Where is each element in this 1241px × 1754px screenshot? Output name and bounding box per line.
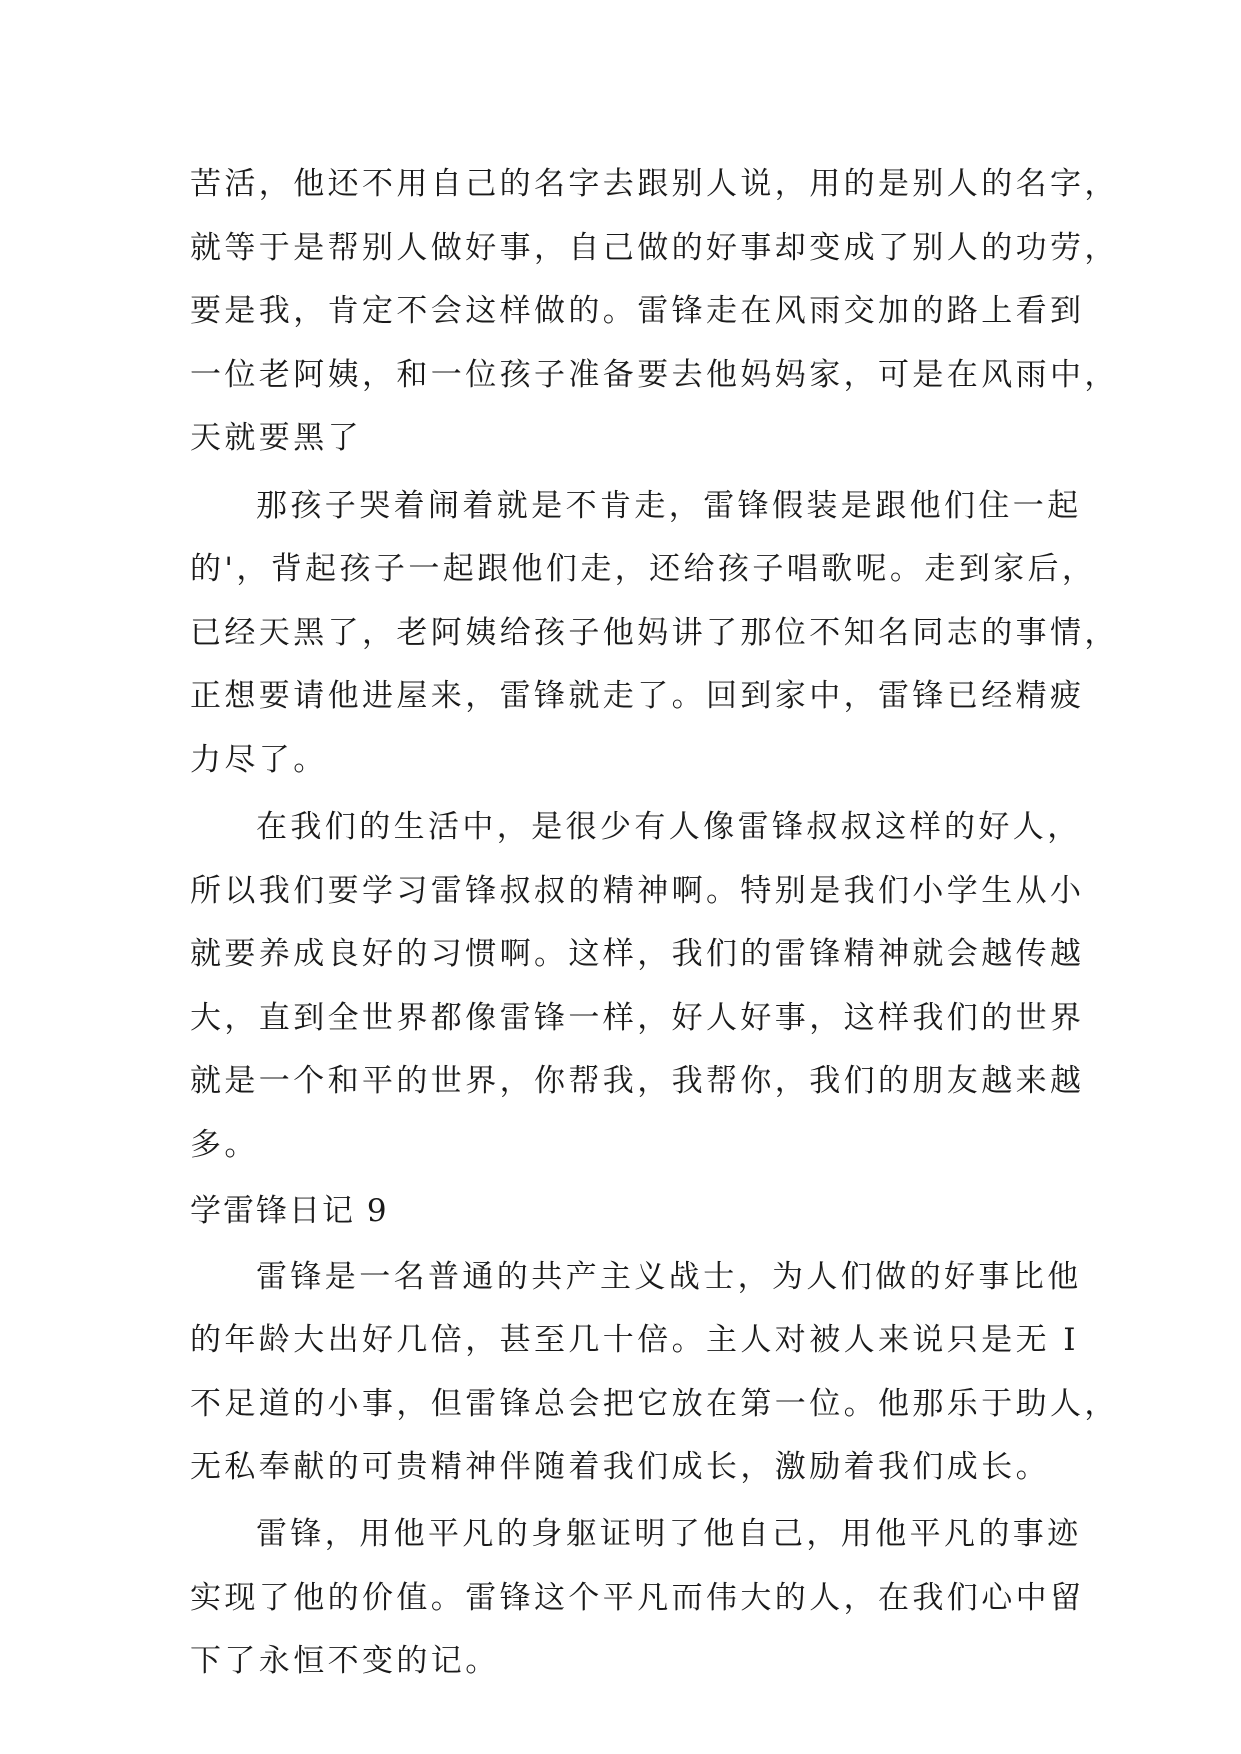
paragraph-first-line: 在我们的生活中，是很少有人像雷锋叔叔这样的好人， <box>256 809 1082 845</box>
text-line: 一位老阿姨，和一位孩子准备要去他妈妈家，可是在风雨中， <box>190 357 1119 393</box>
text-line: 要是我，肯定不会这样做的。雷锋走在风雨交加的路上看到 <box>190 293 1085 329</box>
text-line: 力尽了。 <box>190 742 328 778</box>
text-line: 无私奉献的可贵精神伴随着我们成长，激励着我们成长。 <box>190 1449 1050 1485</box>
text-line: 正想要请他进屋来，雷锋就走了。回到家中，雷锋已经精疲 <box>190 678 1085 714</box>
paragraph-first-line: 雷锋是一名普通的共产主义战士，为人们做的好事比他 <box>256 1259 1082 1295</box>
text-line: 就等于是帮别人做好事，自己做的好事却变成了别人的功劳， <box>190 230 1119 266</box>
text-line: 所以我们要学习雷锋叔叔的精神啊。特别是我们小学生从小 <box>190 873 1085 909</box>
text-line: 多。 <box>190 1127 259 1163</box>
section-heading: 学雷锋日记 9 <box>190 1193 389 1229</box>
text-line: 就是一个和平的世界，你帮我，我帮你，我们的朋友越来越 <box>190 1063 1085 1099</box>
paragraph-first-line: 雷锋，用他平凡的身躯证明了他自己，用他平凡的事迹 <box>256 1516 1082 1552</box>
text-line: 大，直到全世界都像雷锋一样，好人好事，这样我们的世界 <box>190 1000 1085 1036</box>
text-line: 实现了他的价值。雷锋这个平凡而伟大的人，在我们心中留 <box>190 1580 1085 1616</box>
text-line: 天就要黑了 <box>190 420 362 456</box>
paragraph-first-line: 那孩子哭着闹着就是不肯走，雷锋假装是跟他们住一起 <box>256 488 1082 524</box>
text-line: 的年龄大出好几倍，甚至几十倍。主人对被人来说只是无 I <box>190 1322 1079 1358</box>
text-line: 不足道的小事，但雷锋总会把它放在第一位。他那乐于助人， <box>190 1386 1119 1422</box>
text-line: 的'，背起孩子一起跟他们走，还给孩子唱歌呢。走到家后， <box>190 551 1097 587</box>
text-line: 下了永恒不变的记。 <box>190 1643 500 1679</box>
text-line: 已经天黑了，老阿姨给孩子他妈讲了那位不知名同志的事情， <box>190 615 1119 651</box>
text-line: 苦活，他还不用自己的名字去跟别人说，用的是别人的名字， <box>190 166 1119 202</box>
text-line: 就要养成良好的习惯啊。这样，我们的雷锋精神就会越传越 <box>190 936 1085 972</box>
